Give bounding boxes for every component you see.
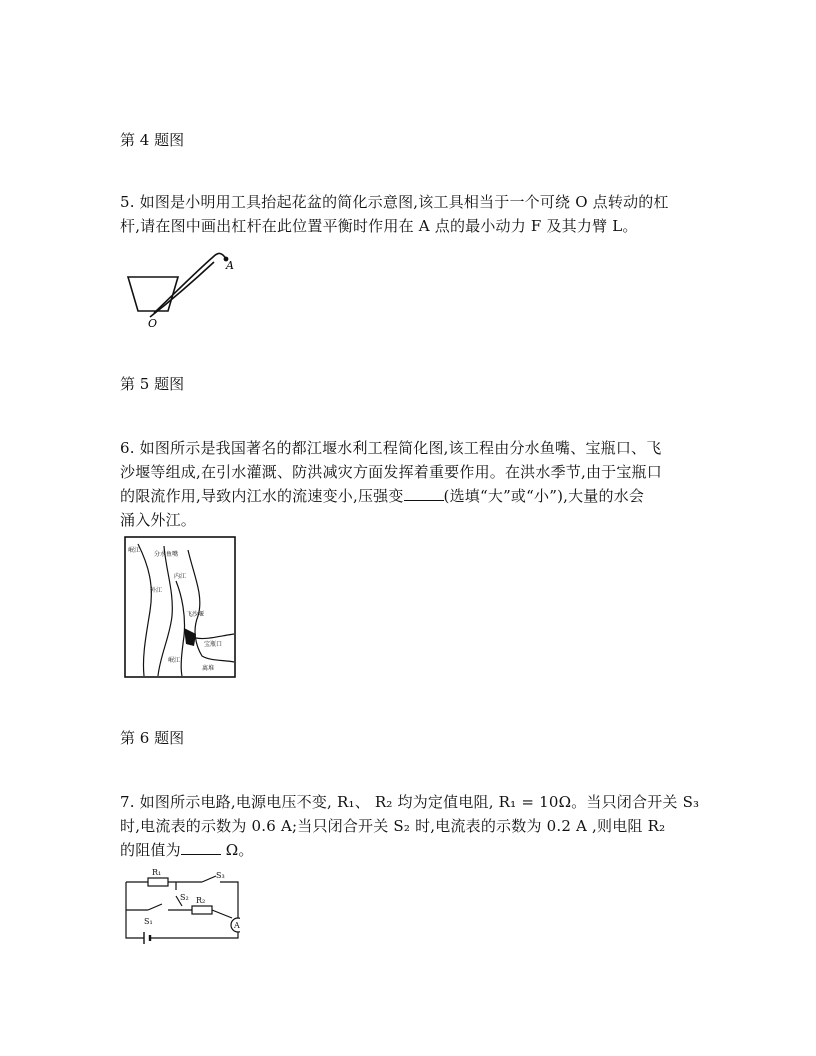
label-a: A: [226, 259, 234, 272]
q6-line2: 沙堰等组成,在引水灌溉、防洪减灾方面发挥着重要作用。在洪水季节,由于宝瓶口: [120, 463, 662, 481]
q7-line1: 7. 如图所示电路,电源电压不变, R₁、 R₂ 均为定值电阻, R₁ = 10Ω。当只闭合开关 S₃: [120, 793, 700, 811]
q7-line2: 时,电流表的示数为 0.6 A;当只闭合开关 S₂ 时,电流表的示数为 0.2 A ,则电阻 R₂: [120, 817, 666, 835]
label-s1: S₁: [144, 917, 153, 926]
q6-line3-text-b: (选填“大”或“小”),大量的水会: [443, 487, 645, 505]
switch-s1: [148, 904, 162, 910]
map-label-baopingkou: 宝瓶口: [204, 641, 223, 648]
q6-line4: 涌入外江。: [120, 511, 197, 529]
map-label-minjiang-top: 岷江: [128, 547, 141, 554]
question-7: [120, 790, 700, 862]
map-border: [125, 537, 235, 677]
flowerpot-shape: [128, 277, 178, 311]
wire-mid-right: [212, 910, 232, 918]
resistor-r2: [192, 906, 212, 914]
q7-line3: [120, 838, 700, 862]
caption-q6: 第 6 题图: [120, 729, 185, 747]
label-o: O: [148, 317, 158, 330]
q6-line3: [120, 484, 700, 508]
q7-circuit: [120, 866, 240, 946]
map-label-feishayan: 飞沙堰: [186, 611, 205, 618]
wire-right: [220, 882, 238, 918]
switch-s3: [202, 876, 216, 882]
question-5: [120, 190, 700, 238]
label-s2: S₂: [180, 893, 189, 902]
caption-q4: 第 4 题图: [120, 131, 185, 149]
q5-lever-figure: [118, 245, 248, 330]
map-label-minjiang-bottom: 岷江: [168, 657, 181, 664]
q5-line2: 杆,请在图中画出杠杆在此位置平衡时作用在 A 点的最小动力 F 及其力臂 L。: [120, 217, 638, 235]
label-r2: R₂: [196, 896, 206, 905]
q7-line3-text-a: 的阻值为: [120, 841, 181, 859]
q5-line1: 5. 如图是小明用工具抬起花盆的简化示意图,该工具相当于一个可绕 O 点转动的杠: [120, 193, 669, 211]
resistor-r1: [148, 878, 168, 886]
q6-line3-text-a: 的限流作用,导致内江水的流速变小,压强变: [120, 487, 404, 505]
q6-line1: 6. 如图所示是我国著名的都江堰水利工程简化图,该工程由分水鱼嘴、宝瓶口、飞: [120, 439, 662, 457]
label-r1: R₁: [152, 868, 162, 877]
lever-bar-inner: [150, 262, 214, 317]
label-s3: S₃: [216, 871, 225, 880]
question-6: [120, 436, 700, 532]
map-label-neijiang: 内江: [174, 573, 187, 580]
dujiangyan-map: [124, 536, 236, 678]
q7-answer-blank: [181, 840, 221, 855]
q7-line3-text-b: Ω。: [220, 841, 254, 859]
q6-answer-blank: [404, 486, 444, 501]
caption-q5: 第 5 题图: [120, 375, 185, 393]
map-label-fenshui: 分水鱼嘴: [154, 551, 179, 558]
wire-bottom: [150, 932, 238, 938]
label-ammeter: A: [234, 921, 240, 930]
map-label-waijiang: 外江: [150, 587, 163, 594]
map-label-lidui: 离堆: [202, 665, 215, 672]
